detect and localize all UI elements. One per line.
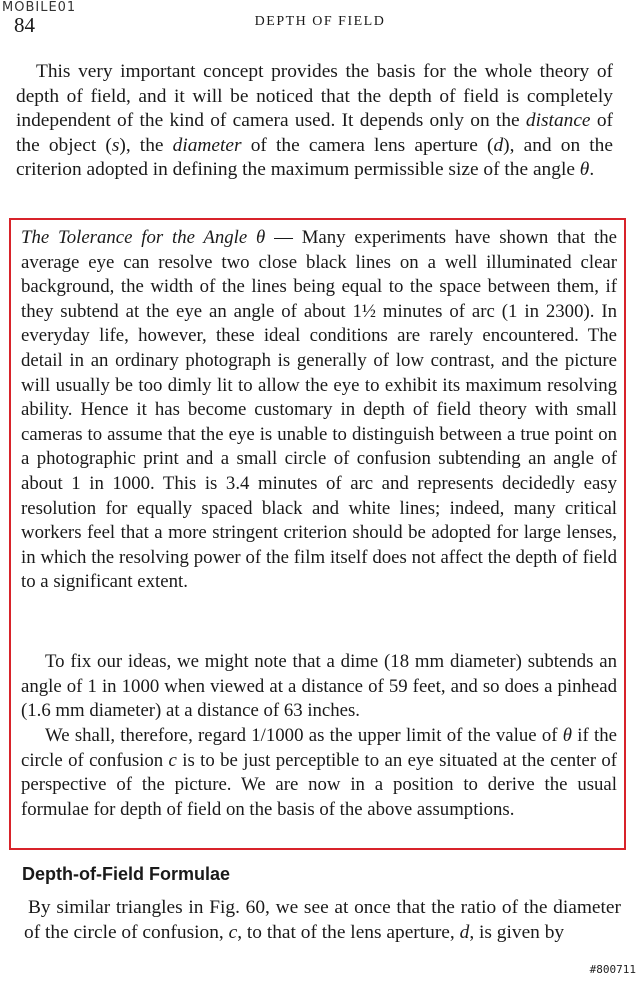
- intro-paragraph: This very important concept provides the basis for the whole theory of depth of field, and it will be noticed that the depth of field is completely independent of the kind of camera used. It depends only on the distance of the object (s), the diameter of the camera lens aperture (d), and on the criterion adopted in defining the maximum permissible size of the angle θ.: [16, 61, 613, 181]
- page-number: 84: [14, 13, 35, 37]
- highlight-box: [9, 218, 626, 850]
- dime-paragraph: To fix our ideas, we might note that a dime (18 mm diameter) subtends an angle of 1 in 1000 when viewed at a distance of 59 feet, and so does a pinhead (1.6 mm diameter) at a distance of 63 inches.: [21, 651, 617, 722]
- tolerance-paragraph: The Tolerance for the Angle θ — Many experiments have shown that the average eye can resolve two close black lines on a well illuminated clear background, the width of the lines being equal to the space between them, if they subtend at the eye an angle of about 1½ minutes of arc (1 in 2300). In everyday life, however, these ideal conditions are rarely encountered. The detail in an ordinary photograph is generally of low contrast, and the picture will usually be too dimly lit to allow the eye to exhibit its maximum resolving ability. Hence it has become customary in depth of field theory with small cameras to assume that the eye is unable to distinguish between a true point on a photographic print and a small circle of confusion subtending an angle of about 1 in 1000. This is 3.4 minutes of arc and represents decidedly easy resolution for equally spaced black and white lines; indeed, many critical workers feel that a more stringent criterion should be adopted for large lenses, in which the resolving power of the film itself does not affect the depth of field to a significant extent.: [21, 227, 617, 593]
- formula-intro-paragraph: By similar triangles in Fig. 60, we see at once that the ratio of the diameter of the circle of confusion, c, to that of the lens aperture, d, is given by: [24, 897, 621, 943]
- limit-paragraph: We shall, therefore, regard 1/1000 as the upper limit of the value of θ if the circle of confusion c is to be just perceptible to an eye situated at the center of perspective of the picture. We are now in a position to derive the usual formulae for depth of field on the basis of the above assumptions.: [21, 725, 618, 820]
- running-head: DEPTH OF FIELD: [254, 14, 386, 29]
- run-in-heading: The Tolerance for the Angle θ: [21, 227, 266, 248]
- watermark-logo: MOBILE01: [2, 0, 77, 15]
- watermark-id: #800711: [589, 963, 636, 976]
- section-heading: Depth-of-Field Formulae: [22, 864, 230, 884]
